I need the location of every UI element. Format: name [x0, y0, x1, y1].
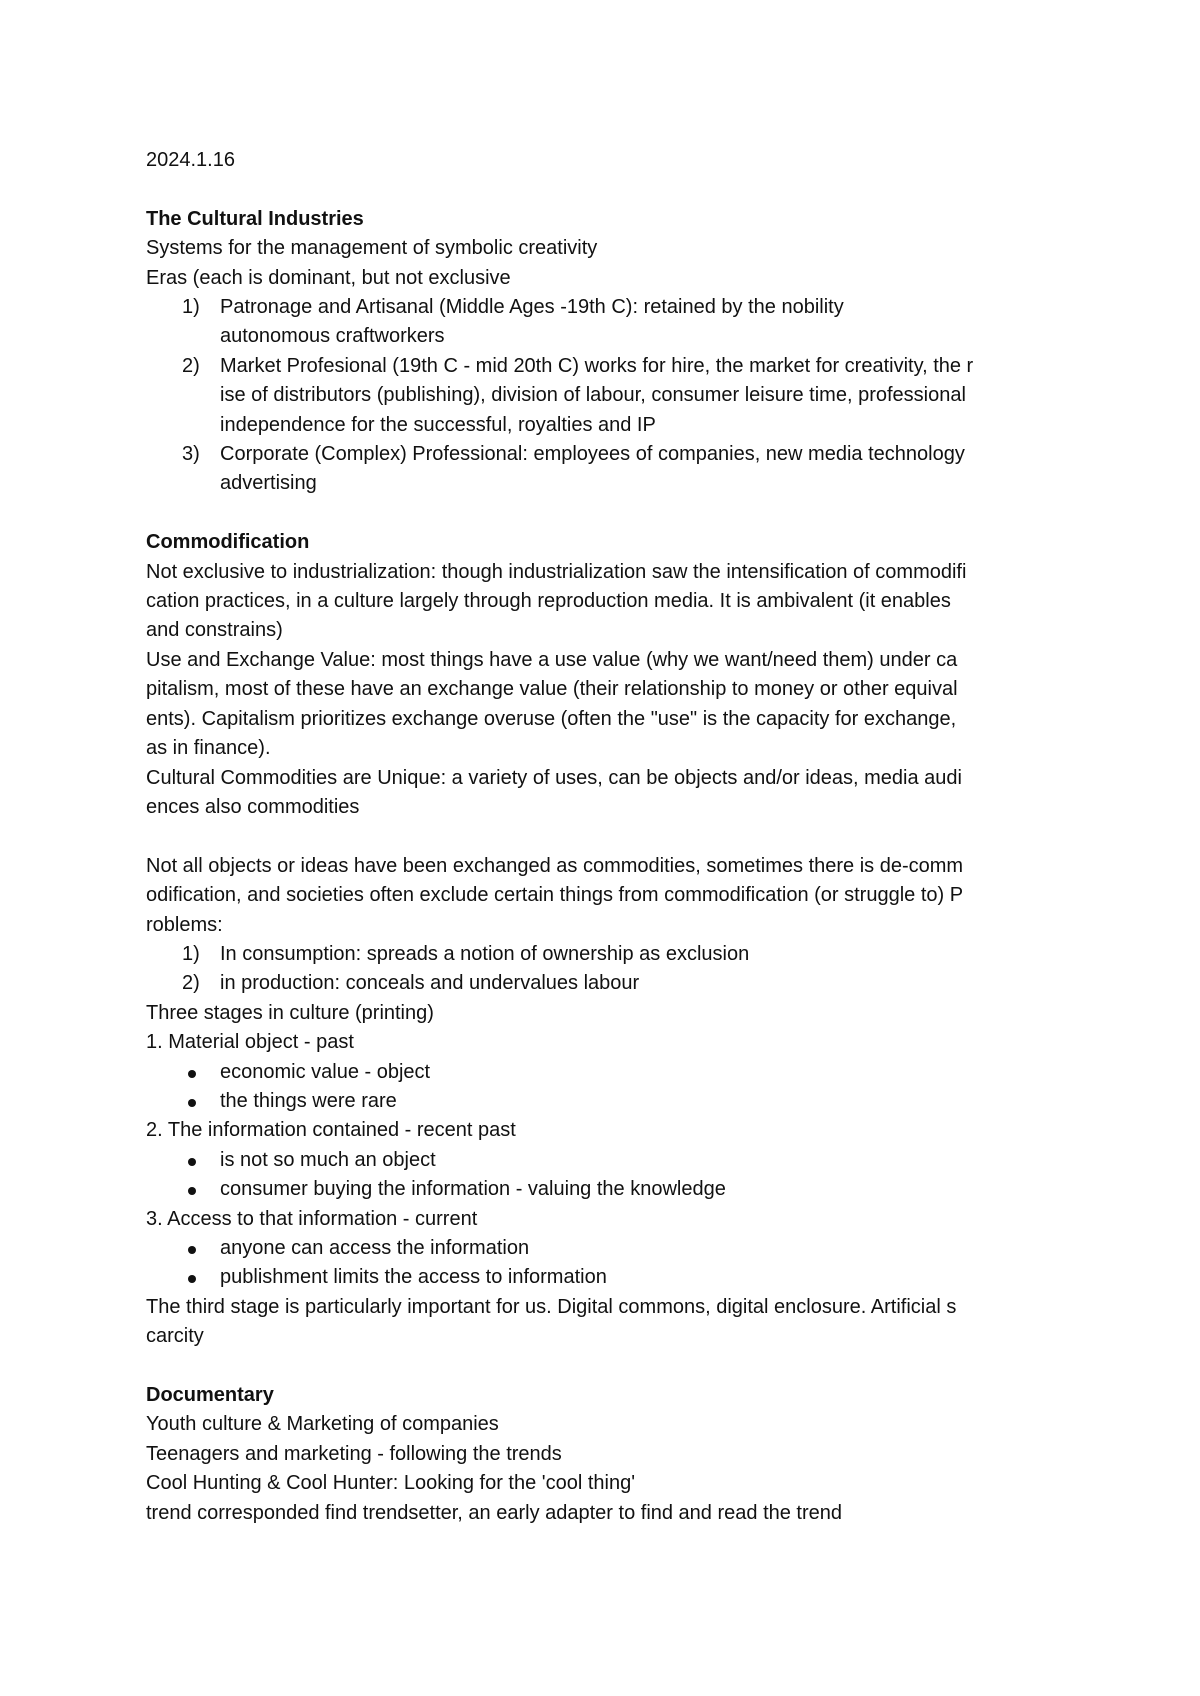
section-heading-cultural-industries: The Cultural Industries — [146, 207, 364, 230]
list-number: 1) — [182, 296, 200, 319]
text-line: Corporate (Complex) Professional: employees of companies, new media technology — [220, 443, 965, 466]
text-line: cation practices, in a culture largely through reproduction media. It is ambivalent (it enables — [146, 590, 951, 613]
text-line: and constrains) — [146, 619, 283, 642]
text-line: trend corresponded find trendsetter, an early adapter to find and read the trend — [146, 1501, 843, 1524]
text-line: The third stage is particularly important for us. Digital commons, digital enclosure. Artificial s — [146, 1295, 957, 1318]
bullet-icon — [146, 1146, 220, 1175]
bullet-text: publishment limits the access to information — [220, 1266, 607, 1289]
document-body — [146, 146, 1066, 1528]
text-line: ise of distributors (publishing), division of labour, consumer leisure time, professional — [220, 384, 966, 407]
text-line: Cultural Commodities are Unique: a variety of uses, can be objects and/or ideas, media audi — [146, 766, 962, 789]
text-line: Cool Hunting & Cool Hunter: Looking for the 'cool thing' — [146, 1472, 636, 1495]
list-number: 1) — [182, 942, 200, 965]
text-line: roblems: — [146, 913, 223, 936]
text-line: Not all objects or ideas have been exchanged as commodities, sometimes there is de-comm — [146, 854, 964, 877]
bullet-icon — [146, 1058, 220, 1087]
text-line: advertising — [220, 472, 317, 495]
bullet-text: economic value - object — [220, 1060, 431, 1083]
list-number: 3) — [182, 443, 200, 466]
stage-title: 2. The information contained - recent past — [146, 1119, 516, 1142]
text-line: Not exclusive to industrialization: though industrialization saw the intensification of commodifi — [146, 560, 967, 583]
bullet-icon — [146, 1175, 220, 1204]
problem-item — [146, 940, 1066, 969]
bullet-item — [146, 1263, 1066, 1292]
text-line: independence for the successful, royalties and IP — [220, 413, 656, 436]
bullet-item — [146, 1058, 1066, 1087]
bullet-icon — [146, 1234, 220, 1263]
text-line: Market Profesional (19th C - mid 20th C) works for hire, the market for creativity, the r — [220, 354, 974, 377]
text-line: carcity — [146, 1325, 204, 1348]
section-heading-commodification: Commodification — [146, 531, 310, 554]
text-line: Use and Exchange Value: most things have a use value (why we want/need them) under ca — [146, 648, 958, 671]
text-line: pitalism, most of these have an exchange value (their relationship to money or other equival — [146, 678, 958, 701]
bullet-text: consumer buying the information - valuing the knowledge — [220, 1178, 726, 1201]
text-line: ences also commodities — [146, 795, 360, 818]
bullet-text: anyone can access the information — [220, 1236, 530, 1259]
bullet-item — [146, 1175, 1066, 1204]
text-line: Eras (each is dominant, but not exclusive — [146, 266, 511, 289]
text-line: as in finance). — [146, 737, 271, 760]
text-line: Patronage and Artisanal (Middle Ages -19th C): retained by the nobility — [220, 296, 844, 319]
era-item — [146, 293, 1066, 352]
bullet-item — [146, 1087, 1066, 1116]
bullet-item — [146, 1146, 1066, 1175]
text-line: Three stages in culture (printing) — [146, 1001, 434, 1024]
era-item — [146, 440, 1066, 499]
section-heading-documentary: Documentary — [146, 1384, 274, 1406]
date: 2024.1.16 — [146, 149, 235, 171]
problem-text: In consumption: spreads a notion of ownership as exclusion — [220, 942, 750, 965]
text-line: Teenagers and marketing - following the trends — [146, 1442, 562, 1465]
stage-title: 1. Material object - past — [146, 1031, 354, 1054]
list-number: 2) — [182, 354, 200, 377]
bullet-text: the things were rare — [220, 1089, 397, 1112]
era-item — [146, 352, 1066, 440]
bullet-icon — [146, 1087, 220, 1116]
problem-text: in production: conceals and undervalues labour — [220, 972, 640, 995]
bullet-icon — [146, 1263, 220, 1292]
stage-title: 3. Access to that information - current — [146, 1207, 478, 1230]
text-line: Systems for the management of symbolic creativity — [146, 237, 598, 260]
text-line: ents). Capitalism prioritizes exchange overuse (often the "use" is the capacity for exchange, — [146, 707, 957, 730]
text-line: autonomous craftworkers — [220, 325, 445, 348]
text-line: odification, and societies often exclude certain things from commodification (or struggle to) P — [146, 884, 964, 907]
bullet-text: is not so much an object — [220, 1148, 436, 1171]
list-number: 2) — [182, 972, 200, 995]
text-line: Youth culture & Marketing of companies — [146, 1413, 499, 1436]
bullet-item — [146, 1234, 1066, 1263]
problem-item — [146, 969, 1066, 998]
